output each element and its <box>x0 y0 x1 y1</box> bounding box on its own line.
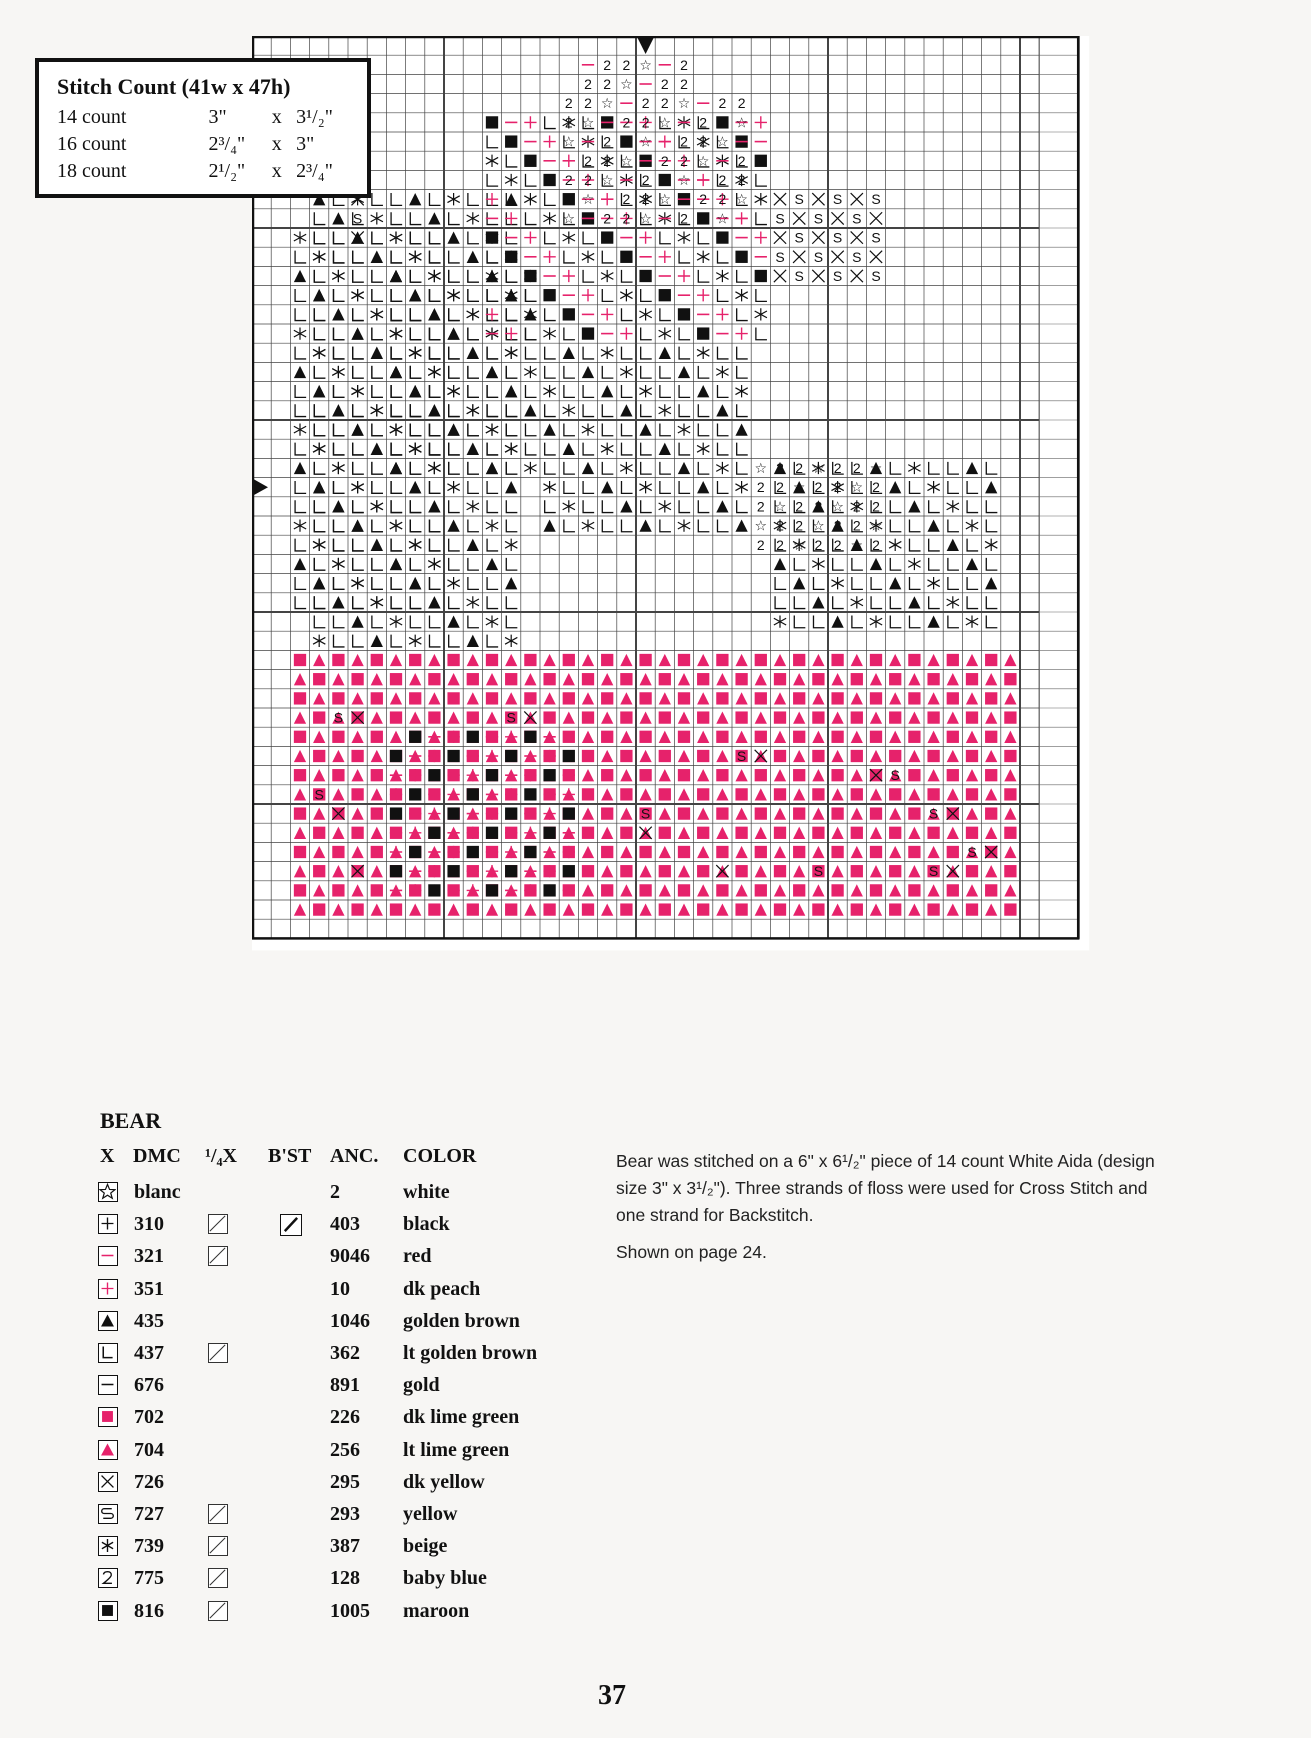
plus-red-symbol-icon <box>98 1279 118 1299</box>
svg-text:S: S <box>890 767 900 784</box>
stitching-note <box>616 1148 1176 1276</box>
count-height: 2³/₄" <box>296 160 333 182</box>
svg-text:2: 2 <box>718 191 727 208</box>
stitch-count-title: Stitch Count (41w x 47h) <box>57 74 291 99</box>
svg-text:2: 2 <box>833 536 842 553</box>
svg-text:S: S <box>333 709 344 726</box>
svg-text:2: 2 <box>680 210 688 227</box>
svg-text:☆: ☆ <box>735 192 748 209</box>
quarter-stitch-icon <box>208 1214 228 1234</box>
L-symbol-icon <box>98 1343 118 1363</box>
svg-text:☆: ☆ <box>677 96 691 113</box>
quarter-stitch-icon <box>208 1343 228 1363</box>
key-header-x: X <box>100 1145 115 1167</box>
key-color-name: maroon <box>403 1599 470 1622</box>
svg-text:2: 2 <box>795 517 804 534</box>
svg-text:2: 2 <box>833 517 842 534</box>
svg-text:☆: ☆ <box>658 192 672 209</box>
key-anc: 2 <box>330 1181 340 1203</box>
key-header-quarter: ¹/₄X <box>205 1145 237 1167</box>
key-dmc: 310 <box>134 1213 164 1236</box>
quarter-stitch-icon <box>208 1536 228 1556</box>
svg-text:2: 2 <box>584 152 592 169</box>
svg-text:☆: ☆ <box>812 518 825 535</box>
svg-text:S: S <box>640 805 651 822</box>
svg-text:☆: ☆ <box>639 57 652 74</box>
svg-text:2: 2 <box>584 95 592 112</box>
svg-text:2: 2 <box>718 114 727 131</box>
svg-text:☆: ☆ <box>600 96 614 113</box>
svg-text:S: S <box>928 805 939 822</box>
svg-text:2: 2 <box>718 95 727 112</box>
key-color-name: yellow <box>403 1503 458 1525</box>
key-row-775 <box>98 1564 618 1596</box>
key-row-351 <box>98 1275 618 1307</box>
svg-text:2: 2 <box>814 479 823 496</box>
svg-text:2: 2 <box>737 172 746 188</box>
key-row-726 <box>98 1468 618 1500</box>
quarter-stitch-icon <box>208 1568 228 1588</box>
key-anc: 256 <box>330 1438 360 1461</box>
svg-text:☆: ☆ <box>639 211 652 228</box>
count-label: 14 count <box>57 106 127 128</box>
key-anc: 10 <box>330 1277 350 1300</box>
triangle-pink-symbol-icon <box>98 1440 118 1460</box>
svg-text:2: 2 <box>603 210 612 227</box>
key-row-437 <box>98 1339 618 1371</box>
key-anc: 387 <box>330 1535 360 1558</box>
svg-text:2: 2 <box>603 133 612 150</box>
svg-text:2: 2 <box>584 76 592 92</box>
key-dmc: 676 <box>134 1374 164 1397</box>
svg-text:S: S <box>871 191 881 208</box>
svg-text:☆: ☆ <box>716 211 729 228</box>
svg-text:S: S <box>506 709 516 726</box>
svg-text:☆: ☆ <box>620 153 633 170</box>
cross-stitch-chart <box>252 36 1184 1092</box>
key-dmc: 775 <box>134 1567 164 1590</box>
key-header-dmc: DMC <box>133 1145 181 1167</box>
svg-text:2: 2 <box>872 498 880 515</box>
plus-symbol-icon <box>98 1214 118 1234</box>
svg-text:S: S <box>852 248 862 265</box>
svg-text:☆: ☆ <box>735 115 748 132</box>
svg-text:2: 2 <box>641 191 650 208</box>
svg-text:2: 2 <box>680 152 688 169</box>
svg-text:2: 2 <box>872 479 880 496</box>
svg-text:2: 2 <box>660 95 669 112</box>
svg-text:S: S <box>813 863 824 880</box>
svg-text:☆: ☆ <box>620 77 633 93</box>
svg-text:S: S <box>775 248 785 265</box>
X-symbol-icon <box>98 1472 118 1492</box>
svg-text:2: 2 <box>622 191 631 208</box>
svg-text:☆: ☆ <box>677 173 691 189</box>
svg-text:2: 2 <box>737 152 746 169</box>
quarter-stitch-icon <box>208 1246 228 1266</box>
svg-text:2: 2 <box>641 95 650 112</box>
svg-text:2: 2 <box>833 460 842 476</box>
quarter-stitch-icon <box>208 1504 228 1524</box>
key-anc: 403 <box>330 1213 360 1236</box>
key-dmc: 726 <box>134 1470 164 1493</box>
svg-text:☆: ☆ <box>792 537 806 554</box>
key-header-bst: B'ST <box>268 1145 312 1167</box>
svg-text:2: 2 <box>756 536 765 553</box>
key-anc: 9046 <box>330 1245 370 1268</box>
key-color-name: black <box>403 1213 450 1236</box>
count-width: 2³/₄" <box>208 133 246 155</box>
svg-text:S: S <box>871 268 881 284</box>
svg-text:2: 2 <box>699 133 708 150</box>
svg-text:2: 2 <box>776 460 784 476</box>
count-height: 3" <box>296 133 315 155</box>
svg-text:☆: ☆ <box>773 499 787 516</box>
svg-text:2: 2 <box>603 56 612 73</box>
stitch-count-box <box>35 58 371 198</box>
svg-text:☆: ☆ <box>581 192 595 209</box>
key-color-name: beige <box>403 1535 448 1558</box>
svg-text:2: 2 <box>564 172 573 188</box>
svg-text:2: 2 <box>622 133 631 150</box>
square-pink-symbol-icon <box>98 1407 118 1427</box>
svg-text:S: S <box>832 268 843 284</box>
svg-text:S: S <box>794 268 804 284</box>
svg-text:2: 2 <box>737 95 746 112</box>
svg-text:☆: ☆ <box>639 134 652 151</box>
key-anc: 1046 <box>330 1309 370 1332</box>
key-dmc: 435 <box>134 1309 164 1332</box>
star-symbol-icon <box>98 1182 118 1202</box>
svg-text:☆: ☆ <box>869 518 883 535</box>
svg-text:☆: ☆ <box>754 461 768 477</box>
svg-text:2: 2 <box>852 460 861 476</box>
svg-text:☆: ☆ <box>562 211 576 228</box>
svg-text:S: S <box>928 863 939 880</box>
svg-text:2: 2 <box>660 152 669 169</box>
svg-text:2: 2 <box>622 210 631 227</box>
key-anc: 295 <box>330 1470 360 1493</box>
svg-text:☆: ☆ <box>716 134 729 151</box>
svg-text:2: 2 <box>852 498 861 515</box>
svg-text:2: 2 <box>584 172 592 188</box>
svg-text:S: S <box>967 844 977 860</box>
svg-text:2: 2 <box>718 172 727 188</box>
svg-text:S: S <box>314 786 324 803</box>
key-anc: 362 <box>330 1342 360 1364</box>
chart-grid <box>252 36 1184 1092</box>
key-row-702 <box>98 1403 618 1435</box>
svg-text:☆: ☆ <box>754 518 768 535</box>
svg-text:2: 2 <box>660 76 669 92</box>
svg-text:☆: ☆ <box>850 537 864 554</box>
svg-text:2: 2 <box>872 536 880 553</box>
svg-text:S: S <box>852 210 862 227</box>
svg-text:☆: ☆ <box>850 480 864 497</box>
svg-text:2: 2 <box>622 56 631 73</box>
svg-text:2: 2 <box>603 76 612 92</box>
minus-gold-symbol-icon <box>98 1375 118 1395</box>
triangle-symbol-icon <box>98 1311 118 1331</box>
svg-text:☆: ☆ <box>562 134 576 151</box>
key-color-name: lt lime green <box>403 1438 510 1461</box>
note-paragraph: Bear was stitched on a 6" x 6¹/₂" piece of 14 count White Aida (design size 3" x 3¹/₂"). Three strands of floss were used for Cross Stitch and one strand for Backstitch. <box>616 1151 1155 1225</box>
svg-text:2: 2 <box>795 460 804 476</box>
svg-text:2: 2 <box>680 76 688 92</box>
count-row-18 <box>57 158 353 185</box>
key-header-color: COLOR <box>403 1145 477 1167</box>
count-label: 18 count <box>57 160 127 182</box>
svg-text:2: 2 <box>833 479 842 496</box>
count-width: 2¹/₂" <box>208 160 246 182</box>
svg-text:S: S <box>352 210 363 227</box>
svg-text:2: 2 <box>660 172 669 188</box>
key-dmc: 702 <box>134 1406 164 1429</box>
key-row-310 <box>98 1210 618 1242</box>
svg-text:2: 2 <box>699 210 708 227</box>
key-dmc: 739 <box>134 1535 164 1558</box>
key-color-name: baby blue <box>403 1567 487 1590</box>
note-shown-on: Shown on page 24. <box>616 1242 767 1262</box>
key-color-name: golden brown <box>403 1309 520 1332</box>
key-color-name: dk yellow <box>403 1470 485 1493</box>
quarter-stitch-icon <box>208 1601 228 1621</box>
key-dmc: 704 <box>134 1438 164 1461</box>
key-row-321 <box>98 1242 618 1274</box>
svg-text:S: S <box>871 229 881 246</box>
key-dmc: blanc <box>134 1181 181 1203</box>
asterisk-symbol-icon <box>98 1536 118 1556</box>
key-title: BEAR <box>100 1108 162 1133</box>
count-height: 3¹/₂" <box>296 106 333 128</box>
square-black-symbol-icon <box>98 1601 118 1621</box>
svg-text:S: S <box>832 229 843 246</box>
key-anc: 1005 <box>330 1599 370 1622</box>
count-width: 3" <box>208 106 227 128</box>
key-row-739 <box>98 1532 618 1564</box>
svg-text:S: S <box>736 748 747 764</box>
key-color-name: red <box>403 1245 432 1268</box>
svg-text:2: 2 <box>795 498 804 515</box>
svg-text:2: 2 <box>641 172 650 188</box>
key-row-727 <box>98 1500 618 1532</box>
key-row-676 <box>98 1371 618 1403</box>
minus-symbol-icon <box>98 1246 118 1266</box>
key-anc: 293 <box>330 1503 360 1525</box>
svg-text:☆: ☆ <box>600 173 614 189</box>
key-dmc: 727 <box>134 1503 164 1525</box>
svg-text:S: S <box>832 191 843 208</box>
key-dmc: 437 <box>134 1342 164 1364</box>
svg-text:2: 2 <box>776 536 784 553</box>
svg-text:2: 2 <box>564 95 573 112</box>
svg-text:2: 2 <box>814 498 823 515</box>
count-x: x <box>271 106 282 128</box>
svg-text:☆: ☆ <box>696 153 710 170</box>
svg-text:2: 2 <box>756 479 765 496</box>
svg-text:2: 2 <box>622 114 631 131</box>
count-x: x <box>271 133 282 155</box>
page-number: 37 <box>598 1680 626 1711</box>
svg-text:2: 2 <box>680 56 688 73</box>
count-label: 16 count <box>57 133 127 155</box>
2-symbol-icon <box>98 1568 118 1588</box>
key-dmc: 816 <box>134 1599 164 1622</box>
svg-text:2: 2 <box>680 133 688 150</box>
svg-text:☆: ☆ <box>812 461 825 477</box>
key-row-704 <box>98 1436 618 1468</box>
svg-text:2: 2 <box>776 517 784 534</box>
key-row-blanc <box>98 1178 618 1210</box>
svg-text:☆: ☆ <box>831 499 844 516</box>
svg-text:S: S <box>813 210 824 227</box>
key-row-816 <box>98 1597 618 1629</box>
svg-text:2: 2 <box>699 191 708 208</box>
svg-text:☆: ☆ <box>869 461 883 477</box>
svg-text:2: 2 <box>776 479 784 496</box>
svg-text:S: S <box>794 191 804 208</box>
svg-text:2: 2 <box>641 114 650 131</box>
key-color-name: dk peach <box>403 1277 481 1300</box>
count-x: x <box>271 160 282 182</box>
svg-text:S: S <box>794 229 804 246</box>
S-symbol-icon <box>98 1504 118 1524</box>
svg-text:S: S <box>813 248 824 265</box>
svg-text:2: 2 <box>699 114 708 131</box>
svg-text:2: 2 <box>603 152 612 169</box>
key-color-name: white <box>403 1181 450 1203</box>
svg-text:2: 2 <box>852 517 861 534</box>
count-row-16 <box>57 131 353 158</box>
key-dmc: 321 <box>134 1245 164 1268</box>
key-header-anc: ANC. <box>330 1145 379 1167</box>
key-anc: 226 <box>330 1406 360 1429</box>
svg-text:2: 2 <box>756 498 765 515</box>
svg-text:2: 2 <box>564 191 573 208</box>
key-anc: 128 <box>330 1567 360 1590</box>
svg-text:2: 2 <box>564 114 573 131</box>
key-row-435 <box>98 1307 618 1339</box>
key-anc: 891 <box>330 1374 360 1397</box>
backstitch-icon <box>280 1214 302 1236</box>
svg-text:☆: ☆ <box>658 115 672 132</box>
svg-text:S: S <box>775 210 785 227</box>
svg-text:2: 2 <box>814 536 823 553</box>
svg-text:☆: ☆ <box>792 480 806 497</box>
key-color-name: lt golden brown <box>403 1342 538 1364</box>
count-row-14 <box>57 104 353 131</box>
key-color-name: gold <box>403 1374 440 1397</box>
svg-text:☆: ☆ <box>581 115 595 132</box>
key-color-name: dk lime green <box>403 1406 520 1429</box>
key-dmc: 351 <box>134 1277 164 1300</box>
